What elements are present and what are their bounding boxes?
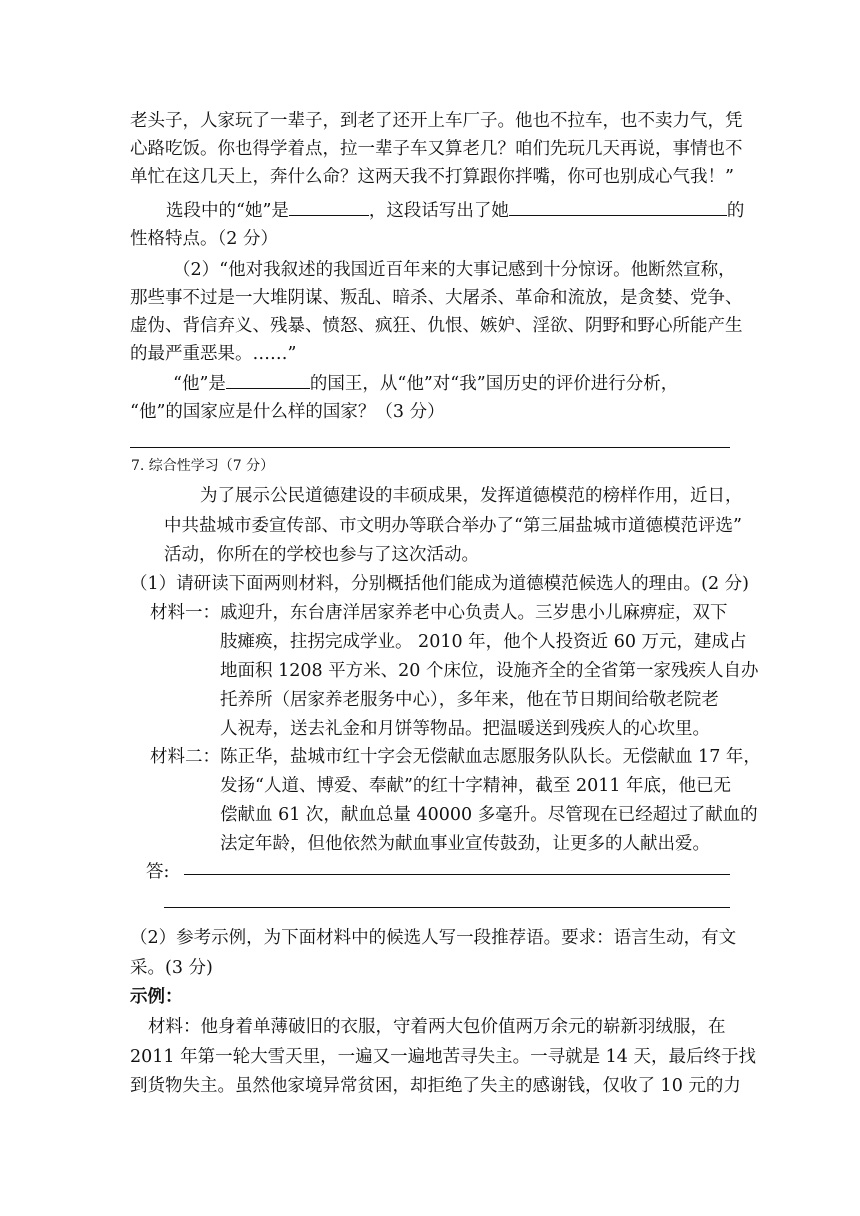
material-1-line: 人祝寿，送去礼金和月饼等物品。把温暖送到残疾人的心坎里。: [220, 719, 710, 739]
material-2-line: 陈正华，盐城市红十字会无偿献血志愿服务队队长。无偿献血 17 年，: [220, 747, 761, 767]
material-1-line: 托养所（居家养老服务中心），多年来，他在节日期间给敬老院老: [220, 690, 719, 710]
material-2-line: 法定年龄，但他依然为献血事业宣传鼓劲，让更多的人献出爱。: [220, 834, 710, 854]
section-divider: [130, 447, 730, 448]
answer-blank[interactable]: [509, 197, 727, 216]
intro-line: 为了展示公民道德建设的丰硕成果，发挥道德模范的榜样作用，近日，: [200, 486, 743, 506]
example-line: 2011 年第一轮大雪天里，一遍又一遍地苦寻失主。一寻就是 14 天，最后终于找: [130, 1047, 756, 1067]
question-7-2-prompt: （2）参考示例，为下面材料中的候选人写一段推荐语。要求：语言生动，有文: [130, 928, 737, 948]
material-1-label: 材料一：: [150, 603, 220, 623]
question-7-1-prompt: （1）请研读下面两则材料，分别概括他们能成为道德模范候选人的理由。(2 分): [130, 574, 749, 594]
passage-line: 的最严重恶果。……”: [130, 344, 297, 364]
intro-line: 活动，你所在的学校也参与了这次活动。: [164, 545, 479, 565]
question-text: 的国王，从“他”对“我”国历史的评价进行分析，: [309, 374, 679, 394]
question-6-1-score: 性格特点。（2 分）: [130, 229, 278, 249]
example-label: 示例：: [130, 987, 183, 1007]
passage-line: 虚伪、背信弃义、残暴、愤怒、疯狂、仇恨、嫉妒、淫欲、阴野和野心所能产生: [130, 316, 743, 336]
material-2-line: 发扬“人道、博爱、奉献”的红十字精神，截至 2011 年底，他已无: [220, 776, 732, 796]
passage-line: 心路吃饭。你也得学着点，拉一辈子车又算老几？咱们先玩几天再说，事情也不: [130, 139, 743, 159]
material-1-line: 戚迎升，东台唐洋居家养老中心负责人。三岁患小儿麻痹症，双下: [220, 603, 728, 623]
passage-line: 单忙在这几天上，奔什么命？这两天我不打算跟你拌嘴，你可也别成心气我！”: [130, 167, 734, 187]
question-6-2-score: “他”的国家应是什么样的国家？（3 分）: [130, 402, 445, 422]
answer-blank[interactable]: [289, 197, 369, 216]
question-6-1-prompt: [166, 197, 744, 225]
passage-line: 老头子，人家玩了一辈子，到老了还开上车厂子。他也不拉车，也不卖力气，凭: [130, 111, 743, 131]
question-7-title: 7. 综合性学习（7 分）: [131, 458, 275, 474]
material-1-line: 地面积 1208 平方米、20 个床位，设施齐全的全省第一家残疾人自办: [220, 661, 759, 681]
question-text: ，这段话写出了她: [368, 201, 509, 221]
question-6-2-prompt: [173, 370, 678, 398]
passage-line: 那些事不过是一大堆阴谋、叛乱、暗杀、大屠杀、革命和流放，是贪婪、党争、: [130, 288, 743, 308]
answer-blank[interactable]: [226, 370, 310, 389]
question-text: 的: [726, 201, 745, 221]
material-2-label: 材料二：: [150, 747, 220, 767]
question-text: 选段中的“她”是: [166, 201, 289, 221]
answer-line[interactable]: [164, 907, 730, 908]
intro-line: 中共盐城市委宣传部、市文明办等联合举办了“第三届盐城市道德模范评选”: [164, 516, 742, 536]
question-7-2-score: 采。(3 分): [130, 958, 213, 978]
answer-line[interactable]: [184, 874, 730, 875]
passage-line: （2）“他对我叙述的我国近百年来的大事记感到十分惊讶。他断然宣称，: [173, 260, 736, 280]
answer-label: 答:: [146, 862, 170, 882]
material-1-line: 肢瘫痪，拄拐完成学业。 2010 年，他个人投资近 60 万元，建成占: [220, 632, 747, 652]
example-line: 材料：他身着单薄破旧的衣服，守着两大包价值两万余元的崭新羽绒服，在: [148, 1017, 726, 1037]
example-line: 到货物失主。虽然他家境异常贫困，却拒绝了失主的感谢钱，仅收了 10 元的力: [130, 1076, 741, 1096]
question-text: “他”是: [173, 374, 226, 394]
material-2-line: 偿献血 61 次，献血总量 40000 多毫升。尽管现在已经超过了献血的: [220, 805, 758, 825]
